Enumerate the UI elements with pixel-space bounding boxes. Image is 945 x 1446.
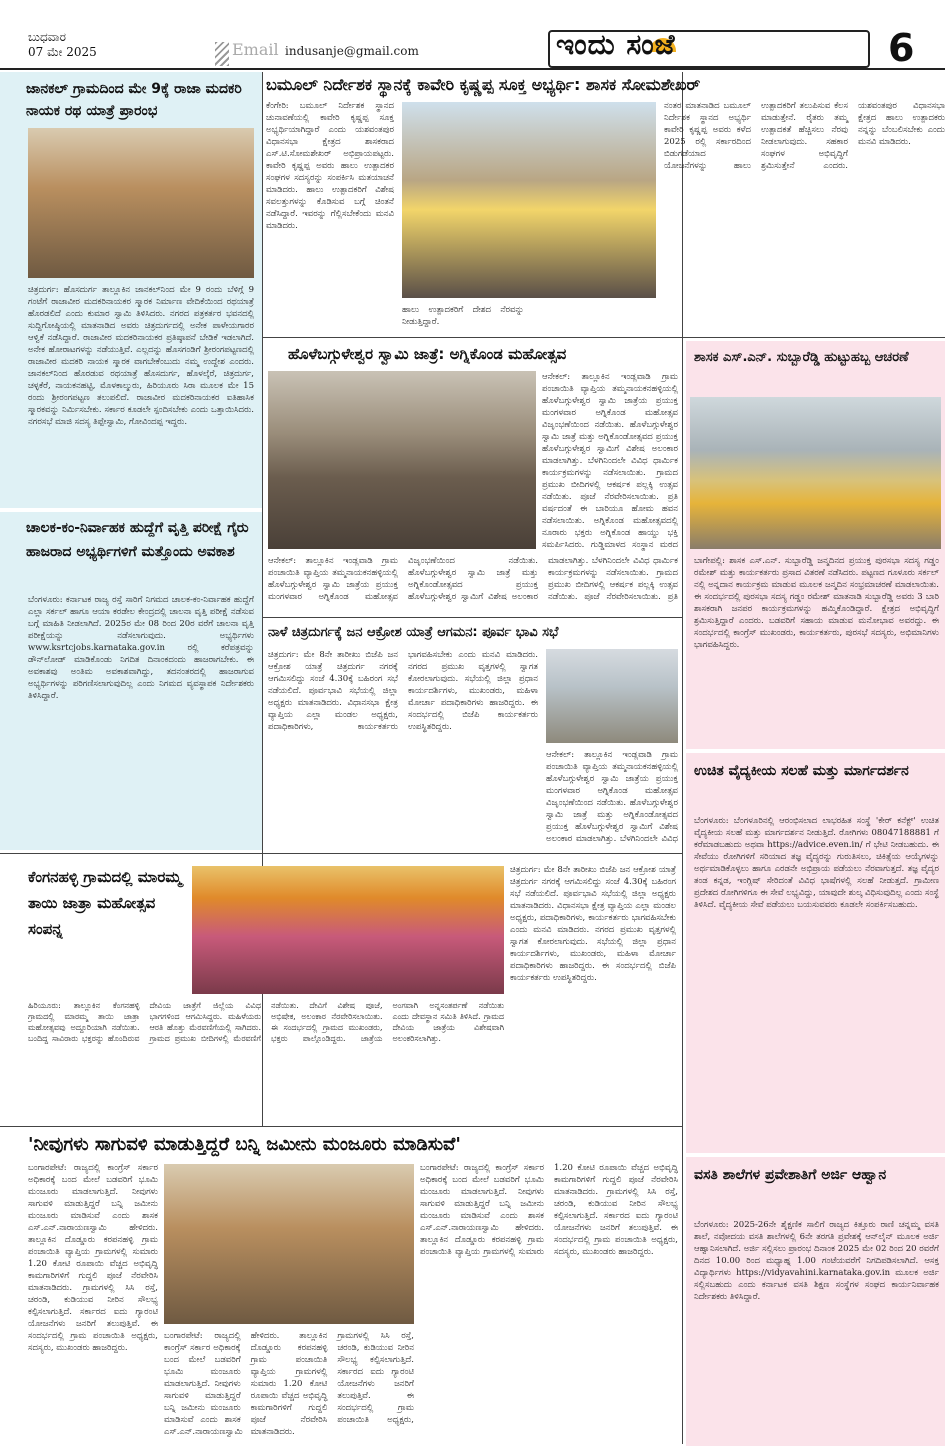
story-photo <box>690 397 941 549</box>
story-body: ಬೆಂಗಳೂರು: ಬೆಂಗಳೂರಿನಲ್ಲಿ ಆರಂಭಿಸಲಾದ ಲಾಭರಹಿತ ಸಂಸ್ಥೆ 'ಕೇರ್ ಕನೆಕ್ಟ್' ಉಚಿತ ವೈದ್ಯಕೀಯ ಸಲಹೆ ಮತ್ತು ಮಾರ್ಗದರ್ಶನ ನೀಡುತ್ತಿದೆ. ರೋಗಿಗಳು 08047188881 ಗೆ ಕರೆಮಾಡಬಹುದು ಅಥವಾ https://advice.even.in/ ಗೆ ಭೇಟಿ ನೀಡಬಹುದು. ಈ ಸೇವೆಯು ರೋಗಿಗಳಿಗೆ ಸರಿಯಾದ ತಜ್ಞ ವೈದ್ಯರನ್ನು ಗುರುತಿಸಲು, ಚಿಕಿತ್ಸೆಯ ಆಯ್ಕೆಗಳನ್ನು ಅರ್ಥಮಾಡಿಕೊಳ್ಳಲು ಹಾಗೂ ಎರಡನೇ ಅಭಿಪ್ರಾಯ ಪಡೆಯಲು ನೆರವಾಗುತ್ತದೆ. ತಜ್ಞ ವೈದ್ಯರ ತಂಡ ಕನ್ನಡ, ಇಂಗ್ಲಿಷ್ ಸೇರಿದಂತೆ ವಿವಿಧ ಭಾಷೆಗಳಲ್ಲಿ ಸಲಹೆ ನೀಡುತ್ತದೆ. ಗ್ರಾಮೀಣ ಪ್ರದೇಶದ ರೋಗಿಗಳಿಗೂ ಈ ಸೇವೆ ಲಭ್ಯವಿದ್ದು, ಯಾವುದೇ ಶುಲ್ಕ ವಿಧಿಸುವುದಿಲ್ಲ ಎಂದು ಸಂಸ್ಥೆ ತಿಳಿಸಿದೆ. ವೈದ್ಯಕೀಯ ಸೇವೆ ಪಡೆಯಲು ಬಯಸುವವರು ಕೂಡಲೇ ಸಂಪರ್ಕಿಸಬಹುದು. <box>694 816 939 910</box>
story-body: ಚಿತ್ರದುರ್ಗ: ಹೊಸದುರ್ಗ ತಾಲ್ಲೂಕಿನ ಜಾನಕಲ್‌ನಿಂದ ಮೇ 9 ರಂದು ಬೆಳಿಗ್ಗೆ 9 ಗಂಟೆಗೆ ರಾಜಾವೀರ ಮದಕರಿನಾಯಕರ ಸ್ಮಾರಕ ನಿರ್ಮಾಣ ವೇದಿಕೆಯಿಂದ ರಥಯಾತ್ರೆ ಹೊರಡಲಿದೆ ಎಂದು ಕುಮಾರ ಸ್ವಾಮಿ ತಿಳಿಸಿದರು. ನಗರದ ಪತ್ರಕರ್ತರ ಭವನದಲ್ಲಿ ಸುದ್ದಿಗೋಷ್ಠಿಯಲ್ಲಿ ಮಾತನಾಡಿದ ಅವರು ಚಿತ್ರದುರ್ಗದಲ್ಲಿ ಅನೇಕ ಪಾಳೇಯಗಾರರ ಆಳ್ವಿಕೆ ನಡೆಸಿದ್ದಾರೆ. ರಾಜಾವೀರ ಮದಕರಿನಾಯಕರ ಪ್ರತಿಷ್ಠಾಪನೆ ಬೇಡಿಕೆ ಇಡಲಾಗಿದೆ. ಅನೇಕ ಹೋರಾಟಗಳನ್ನು ನಡೆಯುತ್ತಿವೆ. ಎಲ್ಲದನ್ನು ಹೊಸಗಂಡಿಗೆ ಶ್ರೀರಂಗಪಟ್ಟಣದಲ್ಲಿ ರಾಜಾವೀರ ಮದಕರಿ ನಾಯಕ ಸ್ಮಾರಕ ವಾಗಬೇಕೆಂಬುದು ನಮ್ಮ ಉದ್ದೇಶ ಎಂದರು. ಜಾನಕಲ್‌ನಿಂದ ಹೊರಡುವ ರಥಯಾತ್ರೆ ಹೊಸದುರ್ಗ, ಹೊಳಲ್ಕೆರೆ, ಚಿತ್ರದುರ್ಗ, ಚಳ್ಳಕೆರೆ, ನಾಯಕನಹಟ್ಟಿ, ಮೊಳಕಾಲ್ಮುರು, ಹಿರಿಯೂರು ಸಿರಾ ಮೂಲಕ ಮೇ 15 ರಂದು ಶ್ರೀರಂಗಪಟ್ಟಣ ತಲುಪಲಿದೆ. ರಾಜಾವೀರ ಮದಕರಿನಾಯಕರ ಐತಿಹಾಸಿಕ ಸ್ಮಾರಕವನ್ನು ನಿರ್ಮಿಸಬೇಕು. ಸರ್ಕಾರ ಕೂಡಲೇ ಸ್ಪಂದಿಸಬೇಕು ಎಂದು ಒತ್ತಾಯಿಸಿದರು. ನಗರಸಭೆ ಮಾಜಿ ಸದಸ್ಯ ತಿಪ್ಪೇಸ್ವಾಮಿ, ಗೋವಿಂದಪ್ಪ ಇದ್ದರು. <box>28 285 254 427</box>
story-headline: ವಸತಿ ಶಾಲೆಗಳ ಪ್ರವೇಶಾತಿಗೆ ಅರ್ಜಿ ಆಹ್ವಾನ <box>694 1167 887 1183</box>
story-headline: ನಾಳೆ ಚಿತ್ರದುರ್ಗಕ್ಕೆ ಜನ ಆಕ್ರೋಶ ಯಾತ್ರೆ ಆಗಮನ: ಪೂರ್ವ ಭಾವಿ ಸಭೆ <box>268 625 559 640</box>
story-body: ಬೆಂಗಳೂರು: 2025-26ನೇ ಶೈಕ್ಷಣಿಕ ಸಾಲಿಗೆ ರಾಜ್ಯದ ಕಿತ್ತೂರು ರಾಣಿ ಚನ್ನಮ್ಮ ವಸತಿ ಶಾಲೆ, ನವೋದಯ ವಸತಿ ಶಾಲೆಗಳಲ್ಲಿ 6ನೇ ತರಗತಿ ಪ್ರವೇಶಕ್ಕೆ ಆನ್‌ಲೈನ್ ಮೂಲಕ ಅರ್ಜಿ ಆಹ್ವಾನಿಸಲಾಗಿದೆ. ಅರ್ಜಿ ಸಲ್ಲಿಸಲು ಪ್ರಾರಂಭ ದಿನಾಂಕ 2025 ಮೇ 02 ರಿಂದ 20 ರವರೆಗೆ ದಿನದ 10.00 ರಿಂದ ಮಧ್ಯಾಹ್ನ 1.00 ಗಂಟೆಯವರೆಗೆ ನಿಗದಿಪಡಿಸಲಾಗಿದೆ. ಆಸಕ್ತ ವಿದ್ಯಾರ್ಥಿಗಳು https://vidyavahini.karnataka.gov.in ಮೂಲಕ ಅರ್ಜಿ ಸಲ್ಲಿಸಬಹುದು ಎಂದು ಕರ್ನಾಟಕ ವಸತಿ ಶಿಕ್ಷಣ ಸಂಸ್ಥೆಗಳ ಸಂಘದ ಕಾರ್ಯನಿರ್ವಾಹಕ ನಿರ್ದೇಶಕರು ತಿಳಿಸಿದ್ದಾರೆ. <box>694 1220 939 1302</box>
story-maramma-jatra <box>0 858 682 1124</box>
story-body-continued: ಆನೇಕಲ್: ತಾಲ್ಲೂಕಿನ ಇಂಡ್ಲವಾಡಿ ಗ್ರಾಮ ಪಂಚಾಯಿತಿ ವ್ಯಾಪ್ತಿಯ ತಮ್ಮನಾಯಕನಹಳ್ಳಿಯಲ್ಲಿ ಹೊಳೆಬಗ್ಗುಳೇಶ್ವರ ಸ್ವಾಮಿ ಜಾತ್ರೆಯ ಪ್ರಯುಕ್ತ ಮಂಗಳವಾರ ಅಗ್ನಿಕೊಂಡ ಮಹೋತ್ಸವ ವಿಜೃಂಭಣೆಯಿಂದ ನಡೆಯಿತು. ಹೊಳೆಬಗ್ಗುಳೇಶ್ವರ ಸ್ವಾಮಿ ಜಾತ್ರೆ ಮತ್ತು ಅಗ್ನಿಕೊಂಡೋತ್ಸವದ ಪ್ರಯುಕ್ತ ಹೊಳೆಬಗ್ಗುಳೇಶ್ವರ ಸ್ವಾಮಿಗೆ ವಿಶೇಷ ಅಲಂಕಾರ ಮಾಡಲಾಗಿತ್ತು. ಬೆಳಗಿನಿಂದಲೇ ವಿವಿಧ <box>546 750 678 844</box>
story-headline: ಶಾಸಕ ಎಸ್.ಎನ್. ಸುಬ್ಬಾರೆಡ್ಡಿ ಹುಟ್ಟುಹಬ್ಬ ಆಚರಣೆ <box>694 350 909 365</box>
story-agnikonda <box>266 341 680 615</box>
story-body-continued: ಚಿತ್ರದುರ್ಗ: ಮೇ 8ನೇ ತಾರೀಖು ಬಿಜೆಪಿ ಜನ ಆಕ್ರೋಶ ಯಾತ್ರೆ ಚಿತ್ರದುರ್ಗ ನಗರಕ್ಕೆ ಆಗಮಿಸಲಿದ್ದು ಸಂಜೆ 4.30ಕ್ಕೆ ಬಹಿರಂಗ ಸಭೆ ನಡೆಯಲಿದೆ. ಪೂರ್ವಭಾವಿ ಸಭೆಯಲ್ಲಿ ಜಿಲ್ಲಾ ಅಧ್ಯಕ್ಷರು ಮಾತನಾಡಿದರು. ವಿಧಾನಸಭಾ ಕ್ಷೇತ್ರ ವ್ಯಾಪ್ತಿಯ ಎಲ್ಲಾ ಮಂಡಲ ಅಧ್ಯಕ್ಷರು, ಪದಾಧಿಕಾರಿಗಳು, ಕಾರ್ಯಕರ್ತರು ಭಾಗವಹಿಸಬೇಕು ಎಂದು ಮನವಿ ಮಾಡಿದರು. ನಗರದ ಪ್ರಮುಖ ವೃತ್ತಗಳಲ್ಲಿ ಸ್ವಾಗತ ಕೋರಲಾಗುವುದು. ಸಭೆಯಲ್ಲಿ ಜಿಲ್ಲಾ ಪ್ರಧಾನ ಕಾರ್ಯದರ್ಶಿಗಳು, ಮುಖಂಡರು, ಮಹಿಳಾ ಮೋರ್ಚಾ ಪದಾಧಿಕಾರಿಗಳು ಹಾಜರಿದ್ದರು. ಈ ಸಂದರ್ಭದಲ್ಲಿ ಬಿಜೆಪಿ ಕಾರ್ಯಕರ್ತರು ಉಪಸ್ಥಿತರಿದ್ದರು. <box>510 865 676 983</box>
story-body: ಬಾಗೇಪಲ್ಲಿ: ಶಾಸಕ ಎಸ್.ಎನ್. ಸುಬ್ಬಾರೆಡ್ಡಿ ಜನ್ಮದಿನದ ಪ್ರಯುಕ್ತ ಪುರಸಭಾ ಸದಸ್ಯ ಗಡ್ಡಂ ರಮೇಶ್ ಮತ್ತು ಕಾರ್ಯಕರ್ತರು ಪ್ರಸಾದ ವಿತರಣೆ ನಡೆಸಿದರು. ಪಟ್ಟಣದ ಗೂಳೂರು ಸರ್ಕಲ್ ನಲ್ಲಿ ಅನ್ನದಾನ ಕಾರ್ಯಕ್ರಮ ಮಾಡುವ ಮೂಲಕ ಜನ್ಮದಿನ ಸಂಭ್ರಮಾಚರಣೆ ಮಾಡಲಾಯಿತು. ಈ ಸಂದರ್ಭದಲ್ಲಿ ಪುರಸಭಾ ಸದಸ್ಯ ಗಡ್ಡಂ ರಮೇಶ್ ಮಾತನಾಡಿ ಸುಬ್ಬಾರೆಡ್ಡಿ ಅವರು 3 ಬಾರಿ ಶಾಸಕರಾಗಿ ಜನಪರ ಕಾರ್ಯಕ್ರಮಗಳನ್ನು ಹಮ್ಮಿಕೊಂಡಿದ್ದಾರೆ. ಕ್ಷೇತ್ರದ ಅಭಿವೃದ್ಧಿಗೆ ಶ್ರಮಿಸುತ್ತಿದ್ದಾರೆ ಎಂದರು. ಬಡವರಿಗೆ ಸಹಾಯ ಮಾಡುವ ಮನೋಭಾವ ಅವರದ್ದು. ಈ ಸಂದರ್ಭದಲ್ಲಿ ಕಾಂಗ್ರೆಸ್ ಮುಖಂಡರು, ಕಾರ್ಯಕರ್ತರು, ಪುರಸಭೆ ಸದಸ್ಯರು, ಅಭಿಮಾನಿಗಳು ಭಾಗವಹಿಸಿದ್ದರು. <box>694 556 939 650</box>
story-body-continued-2: ಬಂಗಾರಪೇಟೆ: ರಾಜ್ಯದಲ್ಲಿ ಕಾಂಗ್ರೆಸ್ ಸರ್ಕಾರ ಅಧಿಕಾರಕ್ಕೆ ಬಂದ ಮೇಲೆ ಬಡವರಿಗೆ ಭೂಮಿ ಮಂಜೂರು ಮಾಡಲಾಗುತ್ತಿದೆ. ನೀವುಗಳು ಸಾಗುವಳಿ ಮಾಡುತ್ತಿದ್ದರೆ ಬನ್ನಿ ಜಮೀನು ಮಂಜೂರು ಮಾಡಿಸುವೆ ಎಂದು ಶಾಸಕ ಎಸ್.ಎನ್.ನಾರಾಯಣಸ್ವಾಮಿ ಹೇಳಿದರು. ತಾಲ್ಲೂಕಿನ ದೊಡ್ಡೂರು ಕರಪನಹಳ್ಳಿ ಗ್ರಾಮ ಪಂಚಾಯಿತಿ ವ್ಯಾಪ್ತಿಯ ಗ್ರಾಮಗಳಲ್ಲಿ ಸುಮಾರು 1.20 ಕೋಟಿ ರೂಪಾಯಿ ವೆಚ್ಚದ ಅಭಿವೃದ್ಧಿ ಕಾಮಗಾರಿಗಳಿಗೆ ಗುದ್ದಲಿ ಪೂಜೆ ನೆರವೇರಿಸಿ ಮಾತನಾಡಿದರು. ಗ್ರಾಮಗಳಲ್ಲಿ ಸಿಸಿ ರಸ್ತೆ, ಚರಂಡಿ, ಕುಡಿಯುವ ನೀರಿನ ಸೌಲಭ್ಯ ಕಲ್ಪಿಸಲಾಗುತ್ತಿದೆ. ಸರ್ಕಾರದ ಐದು ಗ್ಯಾರಂಟಿ ಯೋಜನೆಗಳು ಜನರಿಗೆ ತಲುಪುತ್ತಿವೆ. ಈ ಸಂದರ್ಭದಲ್ಲಿ ಗ್ರಾಮ ಪಂಚಾಯಿತಿ ಅಧ್ಯಕ್ಷರು, ಸದಸ್ಯರು, ಮುಖಂಡರು ಹಾಜರಿದ್ದರು. <box>420 1163 678 1257</box>
story-body: ಚಿತ್ರದುರ್ಗ: ಮೇ 8ನೇ ತಾರೀಖು ಬಿಜೆಪಿ ಜನ ಆಕ್ರೋಶ ಯಾತ್ರೆ ಚಿತ್ರದುರ್ಗ ನಗರಕ್ಕೆ ಆಗಮಿಸಲಿದ್ದು ಸಂಜೆ 4.30ಕ್ಕೆ ಬಹಿರಂಗ ಸಭೆ ನಡೆಯಲಿದೆ. ಪೂರ್ವಭಾವಿ ಸಭೆಯಲ್ಲಿ ಜಿಲ್ಲಾ ಅಧ್ಯಕ್ಷರು ಮಾತನಾಡಿದರು. ವಿಧಾನಸಭಾ ಕ್ಷೇತ್ರ ವ್ಯಾಪ್ತಿಯ ಎಲ್ಲಾ ಮಂಡಲ ಅಧ್ಯಕ್ಷರು, ಪದಾಧಿಕಾರಿಗಳು, ಕಾರ್ಯಕರ್ತರು ಭಾಗವಹಿಸಬೇಕು ಎಂದು ಮನವಿ ಮಾಡಿದರು. ನಗರದ ಪ್ರಮುಖ ವೃತ್ತಗಳಲ್ಲಿ ಸ್ವಾಗತ ಕೋರಲಾಗುವುದು. ಸಭೆಯಲ್ಲಿ ಜಿಲ್ಲಾ ಪ್ರಧಾನ ಕಾರ್ಯದರ್ಶಿಗಳು, ಮುಖಂಡರು, ಮಹಿಳಾ ಮೋರ್ಚಾ ಪದಾಧಿಕಾರಿಗಳು ಹಾಜರಿದ್ದರು. ಈ ಸಂದರ್ಭದಲ್ಲಿ ಬಿಜೆಪಿ ಕಾರ್ಯಕರ್ತರು ಉಪಸ್ಥಿತರಿದ್ದರು. <box>268 650 538 732</box>
issue-date-text: 07 ಮೇ 2025 <box>28 45 97 59</box>
story-headline: ಉಚಿತ ವೈದ್ಯಕೀಯ ಸಲಹೆ ಮತ್ತು ಮಾರ್ಗದರ್ಶನ <box>694 763 909 779</box>
email-label: Email <box>232 40 279 59</box>
story-body: ಆನೇಕಲ್: ತಾಲ್ಲೂಕಿನ ಇಂಡ್ಲವಾಡಿ ಗ್ರಾಮ ಪಂಚಾಯಿತಿ ವ್ಯಾಪ್ತಿಯ ತಮ್ಮನಾಯಕನಹಳ್ಳಿಯಲ್ಲಿ ಹೊಳೆಬಗ್ಗುಳೇಶ್ವರ ಸ್ವಾಮಿ ಜಾತ್ರೆಯ ಪ್ರಯುಕ್ತ ಮಂಗಳವಾರ ಅಗ್ನಿಕೊಂಡ ಮಹೋತ್ಸವ ವಿಜೃಂಭಣೆಯಿಂದ ನಡೆಯಿತು. ಹೊಳೆಬಗ್ಗುಳೇಶ್ವರ ಸ್ವಾಮಿ ಜಾತ್ರೆ ಮತ್ತು ಅಗ್ನಿಕೊಂಡೋತ್ಸವದ ಪ್ರಯುಕ್ತ ಹೊಳೆಬಗ್ಗುಳೇಶ್ವರ ಸ್ವಾಮಿಗೆ ವಿಶೇಷ ಅಲಂಕಾರ ಮಾಡಲಾಗಿತ್ತು. ಬೆಳಗಿನಿಂದಲೇ ವಿವಿಧ ಧಾರ್ಮಿಕ ಕಾರ್ಯಕ್ರಮಗಳನ್ನು ನಡೆಸಲಾಯಿತು. ಗ್ರಾಮದ ಪ್ರಮುಖ ಬೀದಿಗಳಲ್ಲಿ ಆಕರ್ಷಕ ಪಲ್ಲಕ್ಕಿ ಉತ್ಸವ ನಡೆಯಿತು. ಪೂಜೆ ನೆರವೇರಿಸಲಾಯಿತು. ಪ್ರತಿ ವರ್ಷದಂತೆ ಈ ಬಾರಿಯೂ ಹೋಮ ಹವನ ನಡೆಸಲಾಯಿತು. ಅಗ್ನಿಕೊಂಡ ಮಹೋತ್ಸವದಲ್ಲಿ ನೂರಾರು ಭಕ್ತರು ಅಗ್ನಿಕೊಂಡ ಹಾಯ್ದು ಭಕ್ತಿ ಸಮರ್ಪಿಸಿದರು. ಗುಡ್ಡಿಮಾಳದ ಸಂಸ್ಥಾನ ಮಠದ <box>542 372 678 550</box>
story-jana-akrosha <box>266 621 680 851</box>
story-body: ಬೆಂಗಳೂರು: ಕರ್ನಾಟಕ ರಾಜ್ಯ ರಸ್ತೆ ಸಾರಿಗೆ ನಿಗಮದ ಚಾಲಕ-ಕಂ-ನಿರ್ವಾಹಕ ಹುದ್ದೆಗೆ ಎಲ್ಲಾ ಸರ್ಕಲ್ ಹಾಗೂ ಆಯಾ ಕರಡೇಲ ಕೇಂದ್ರದಲ್ಲಿ ಚಾಲನಾ ವೃತ್ತಿ ಪರೀಕ್ಷೆ ನಡೆಸುವ ಬಗ್ಗೆ ಮಾಹಿತಿ ನೀಡಲಾಗಿದೆ. 2025ರ ಮೇ 08 ರಿಂದ 20ರ ವರೆಗೆ ಚಾಲನಾ ವೃತ್ತಿ ಪರೀಕ್ಷೆಯನ್ನು ನಡೆಸಲಾಗುವುದು. ಅಭ್ಯರ್ಥಿಗಳು www.ksrtcjobs.karnataka.gov.in ರಲ್ಲಿ ಕರೆಪತ್ರವನ್ನು ಡೌನ್‌ಲೋಡ್ ಮಾಡಿಕೊಂಡು ನಿಗದಿತ ದಿನಾಂಕದಂದು ಹಾಜರಾಗಬೇಕು. ಈ ಅವಕಾಶವು ಅಂತಿಮ ಅವಕಾಶವಾಗಿದ್ದು, ತದನಂತರದಲ್ಲಿ ಹಾಜರಾಗುವ ಅಭ್ಯರ್ಥಿಗಳನ್ನು ಪರಿಗಣಿಸಲಾಗುವುದಿಲ್ಲ ಎಂದು ನಿಗಮದ ವ್ಯವಸ್ಥಾಪಕ ನಿರ್ದೇಶಕರು ತಿಳಿಸಿದ್ದಾರೆ. <box>28 595 254 701</box>
lead-story <box>266 72 945 334</box>
story-photo <box>28 128 254 278</box>
page-number: 6 <box>888 26 915 70</box>
story-photo <box>546 649 678 743</box>
lead-body: ಕೆಂಗೇರಿ: ಬಮೂಲ್ ನಿರ್ದೇಶಕ ಸ್ಥಾನದ ಚುನಾವಣೆಯಲ್ಲಿ ಕಾವೇರಿ ಕೃಷ್ಣಪ್ಪ ಸೂಕ್ತ ಅಭ್ಯರ್ಥಿಯಾಗಿದ್ದಾರೆ ಎಂದು ಯಶವಂತಪುರ ವಿಧಾನಸಭಾ ಕ್ಷೇತ್ರದ ಶಾಸಕರಾದ ಎಸ್.ಟಿ.ಸೋಮಶೇಖರ್ ಅಭಿಪ್ರಾಯಪಟ್ಟರು. ಕಾವೇರಿ ಕೃಷ್ಣಪ್ಪ ಅವರು ಹಾಲು ಉತ್ಪಾದಕರ ಸಂಘಗಳ ಸದಸ್ಯರನ್ನು ಸಂಪರ್ಕಿಸಿ ಮತಯಾಚನೆ ಮಾಡಿದರು. ಹಾಲು ಉತ್ಪಾದಕರಿಗೆ ವಿಶೇಷ ಸವಲತ್ತುಗಳನ್ನು ಕೊಡಿಸುವ ಬಗ್ಗೆ ಚಿಂತನೆ ನಡೆಸಿದ್ದಾರೆ. ಇವರನ್ನು ಗೆಲ್ಲಿಸಬೇಕೆಂದು ಮನವಿ ಮಾಡಿದರು. <box>266 101 394 231</box>
story-photo <box>268 371 536 549</box>
section-divider <box>0 1126 682 1127</box>
lead-photo <box>402 102 656 298</box>
story-body-continued: ಆನೇಕಲ್: ತಾಲ್ಲೂಕಿನ ಇಂಡ್ಲವಾಡಿ ಗ್ರಾಮ ಪಂಚಾಯಿತಿ ವ್ಯಾಪ್ತಿಯ ತಮ್ಮನಾಯಕನಹಳ್ಳಿಯಲ್ಲಿ ಹೊಳೆಬಗ್ಗುಳೇಶ್ವರ ಸ್ವಾಮಿ ಜಾತ್ರೆಯ ಪ್ರಯುಕ್ತ ಮಂಗಳವಾರ ಅಗ್ನಿಕೊಂಡ ಮಹೋತ್ಸವ ವಿಜೃಂಭಣೆಯಿಂದ ನಡೆಯಿತು. ಹೊಳೆಬಗ್ಗುಳೇಶ್ವರ ಸ್ವಾಮಿ ಜಾತ್ರೆ ಮತ್ತು ಅಗ್ನಿಕೊಂಡೋತ್ಸವದ ಪ್ರಯುಕ್ತ ಹೊಳೆಬಗ್ಗುಳೇಶ್ವರ ಸ್ವಾಮಿಗೆ ವಿಶೇಷ ಅಲಂಕಾರ ಮಾಡಲಾಗಿತ್ತು. ಬೆಳಗಿನಿಂದಲೇ ವಿವಿಧ ಧಾರ್ಮಿಕ ಕಾರ್ಯಕ್ರಮಗಳನ್ನು ನಡೆಸಲಾಯಿತು. ಗ್ರಾಮದ ಪ್ರಮುಖ ಬೀದಿಗಳಲ್ಲಿ ಆಕರ್ಷಕ ಪಲ್ಲಕ್ಕಿ ಉತ್ಸವ ನಡೆಯಿತು. ಪೂಜೆ ನೆರವೇರಿಸಲಾಯಿತು. ಪ್ರತಿ <box>268 556 678 602</box>
masthead <box>0 0 945 70</box>
issue-date <box>28 30 97 60</box>
lead-headline: ಬಮೂಲ್ ನಿರ್ದೇಶಕ ಸ್ಥಾನಕ್ಕೆ ಕಾವೇರಿ ಕೃಷ್ಣಪ್ಪ ಸೂಕ್ತ ಅಭ್ಯರ್ಥಿ: ಶಾಸಕ ಸೋಮಶೇಖರ್ <box>266 75 701 94</box>
story-hostel <box>686 1157 945 1446</box>
story-driver-exam <box>0 512 262 850</box>
story-body: ಹಿರಿಯೂರು: ತಾಲ್ಲೂಕಿನ ಕೆಂಗನಹಳ್ಳಿ ಗ್ರಾಮದಲ್ಲಿ ಮಾರಮ್ಮ ತಾಯಿ ಜಾತ್ರಾ ಮಹೋತ್ಸವವು ಅದ್ದೂರಿಯಾಗಿ ನಡೆಯಿತು. ಬಂದಿದ್ದ ಸಾವಿರಾರು ಭಕ್ತರನ್ನು ಹೊಂದಿರುವ ದೇವಿಯ ಜಾತ್ರೆಗೆ ಜಿಲ್ಲೆಯ ವಿವಿಧ ಭಾಗಗಳಿಂದ ಆಗಮಿಸಿದ್ದರು. ಮಹಿಳೆಯರು ಆರತಿ ಹೊತ್ತು ಮೆರವಣಿಗೆಯಲ್ಲಿ ಸಾಗಿದರು. ಗ್ರಾಮದ ಪ್ರಮುಖ ಬೀದಿಗಳಲ್ಲಿ ಮೆರವಣಿಗೆ ನಡೆಯಿತು. ದೇವಿಗೆ ವಿಶೇಷ ಪೂಜೆ, ಅಭಿಷೇಕ, ಅಲಂಕಾರ ನೆರವೇರಿಸಲಾಯಿತು. ಈ ಸಂದರ್ಭದಲ್ಲಿ ಗ್ರಾಮದ ಮುಖಂಡರು, ಭಕ್ತರು ಪಾಲ್ಗೊಂಡಿದ್ದರು. ಜಾತ್ರೆಯ ಅಂಗವಾಗಿ ಅನ್ನಸಂತರ್ಪಣೆ ನಡೆಯಿತು ಎಂದು ದೇವಸ್ಥಾನ ಸಮಿತಿ ತಿಳಿಸಿದೆ. ಗ್ರಾಮದ ದೇವಿಯ ಜಾತ್ರೆಯ ವಿಶೇಷವಾಗಿ ಅಲಂಕರಿಸಲಾಗಿತ್ತು. <box>28 1001 504 1043</box>
story-body-continued: ಬಂಗಾರಪೇಟೆ: ರಾಜ್ಯದಲ್ಲಿ ಕಾಂಗ್ರೆಸ್ ಸರ್ಕಾರ ಅಧಿಕಾರಕ್ಕೆ ಬಂದ ಮೇಲೆ ಬಡವರಿಗೆ ಭೂಮಿ ಮಂಜೂರು ಮಾಡಲಾಗುತ್ತಿದೆ. ನೀವುಗಳು ಸಾಗುವಳಿ ಮಾಡುತ್ತಿದ್ದರೆ ಬನ್ನಿ ಜಮೀನು ಮಂಜೂರು ಮಾಡಿಸುವೆ ಎಂದು ಶಾಸಕ ಎಸ್.ಎನ್.ನಾರಾಯಣಸ್ವಾಮಿ ಹೇಳಿದರು. ತಾಲ್ಲೂಕಿನ ದೊಡ್ಡೂರು ಕರಪನಹಳ್ಳಿ ಗ್ರಾಮ ಪಂಚಾಯಿತಿ ವ್ಯಾಪ್ತಿಯ ಗ್ರಾಮಗಳಲ್ಲಿ ಸುಮಾರು 1.20 ಕೋಟಿ ರೂಪಾಯಿ ವೆಚ್ಚದ ಅಭಿವೃದ್ಧಿ ಕಾಮಗಾರಿಗಳಿಗೆ ಗುದ್ದಲಿ ಪೂಜೆ ನೆರವೇರಿಸಿ ಮಾತನಾಡಿದರು. ಗ್ರಾಮಗಳಲ್ಲಿ ಸಿಸಿ ರಸ್ತೆ, ಚರಂಡಿ, ಕುಡಿಯುವ ನೀರಿನ ಸೌಲಭ್ಯ ಕಲ್ಪಿಸಲಾಗುತ್ತಿದೆ. ಸರ್ಕಾರದ ಐದು ಗ್ಯಾರಂಟಿ ಯೋಜನೆಗಳು ಜನರಿಗೆ ತಲುಪುತ್ತಿವೆ. ಈ ಸಂದರ್ಭದಲ್ಲಿ ಗ್ರಾಮ ಪಂಚಾಯಿತಿ ಅಧ್ಯಕ್ಷರು, <box>164 1331 414 1437</box>
newspaper-logo: ಇಂದು ಸಂಜೆ <box>556 28 676 61</box>
story-land-grant <box>0 1130 682 1446</box>
story-headline: ಹೊಳೆಬಗ್ಗುಳೇಶ್ವರ ಸ್ವಾಮಿ ಜಾತ್ರೆ: ಅಗ್ನಿಕೊಂಡ ಮಹೋತ್ಸವ <box>288 345 567 363</box>
story-medical <box>686 753 945 1153</box>
issue-day: ಬುಧವಾರ <box>28 30 66 44</box>
story-rathayatra <box>0 72 262 508</box>
story-birthday <box>686 341 945 749</box>
lead-body-continued: ನಂತರ ಮಾತನಾಡಿದ ಬಮೂಲ್ ನಿರ್ದೇಶಕ ಸ್ಥಾನದ ಅಭ್ಯರ್ಥಿ ಕಾವೇರಿ ಕೃಷ್ಣಪ್ಪ ಅವರು ಕಳೆದ 2025 ರಲ್ಲಿ ಸರ್ಕಾರದಿಂದ ಬಿಡುಗಡೆಯಾದ ಯೋಜನೆಗಳನ್ನು ಹಾಲು ಉತ್ಪಾದಕರಿಗೆ ತಲುಪಿಸುವ ಕೆಲಸ ಮಾಡುತ್ತೇನೆ. ರೈತರು ತಮ್ಮ ಉತ್ಪಾದಕತೆ ಹೆಚ್ಚಿಸಲು ನೆರವು ನೀಡಲಾಗುವುದು. ಸಹಕಾರ ಸಂಘಗಳ ಅಭಿವೃದ್ಧಿಗೆ ಶ್ರಮಿಸುತ್ತೇನೆ ಎಂದರು. ಯಶವಂತಪುರ ವಿಧಾನಸಭಾ ಕ್ಷೇತ್ರದ ಹಾಲು ಉತ್ಪಾದಕರು ನನ್ನನ್ನು ಬೆಂಬಲಿಸಬೇಕು ಎಂದು ಮನವಿ ಮಾಡಿದರು. <box>664 101 945 171</box>
email-address[interactable]: indusanje@gmail.com <box>285 44 419 58</box>
story-headline: 'ನೀವುಗಳು ಸಾಗುವಳಿ ಮಾಡುತ್ತಿದ್ದರೆ ಬನ್ನಿ ಜಮೀನು ಮಂಜೂರು ಮಾಡಿಸುವೆ' <box>28 1134 461 1155</box>
section-divider <box>262 337 945 338</box>
story-headline: ಜಾನಕಲ್ ಗ್ರಾಮದಿಂದ ಮೇ 9ಕ್ಕೆ ರಾಜಾ ಮದಕರಿ ನಾಯಕ ರಥ ಯಾತ್ರೆ ಪ್ರಾರಂಭ <box>26 81 242 119</box>
story-photo <box>164 1164 414 1324</box>
section-divider <box>262 617 682 618</box>
section-divider <box>0 853 682 854</box>
lead-photo-caption: ಹಾಲು ಉತ್ಪಾದಕರಿಗೆ ದೇಶದ ನೆರವನ್ನು ನೀಡುತ್ತಿದ್ದಾರೆ. <box>402 305 524 327</box>
story-photo <box>192 866 504 994</box>
stripe-ornament <box>215 42 229 66</box>
story-body: ಬಂಗಾರಪೇಟೆ: ರಾಜ್ಯದಲ್ಲಿ ಕಾಂಗ್ರೆಸ್ ಸರ್ಕಾರ ಅಧಿಕಾರಕ್ಕೆ ಬಂದ ಮೇಲೆ ಬಡವರಿಗೆ ಭೂಮಿ ಮಂಜೂರು ಮಾಡಲಾಗುತ್ತಿದೆ. ನೀವುಗಳು ಸಾಗುವಳಿ ಮಾಡುತ್ತಿದ್ದರೆ ಬನ್ನಿ ಜಮೀನು ಮಂಜೂರು ಮಾಡಿಸುವೆ ಎಂದು ಶಾಸಕ ಎಸ್.ಎನ್.ನಾರಾಯಣಸ್ವಾಮಿ ಹೇಳಿದರು. ತಾಲ್ಲೂಕಿನ ದೊಡ್ಡೂರು ಕರಪನಹಳ್ಳಿ ಗ್ರಾಮ ಪಂಚಾಯಿತಿ ವ್ಯಾಪ್ತಿಯ ಗ್ರಾಮಗಳಲ್ಲಿ ಸುಮಾರು 1.20 ಕೋಟಿ ರೂಪಾಯಿ ವೆಚ್ಚದ ಅಭಿವೃದ್ಧಿ ಕಾಮಗಾರಿಗಳಿಗೆ ಗುದ್ದಲಿ ಪೂಜೆ ನೆರವೇರಿಸಿ ಮಾತನಾಡಿದರು. ಗ್ರಾಮಗಳಲ್ಲಿ ಸಿಸಿ ರಸ್ತೆ, ಚರಂಡಿ, ಕುಡಿಯುವ ನೀರಿನ ಸೌಲಭ್ಯ ಕಲ್ಪಿಸಲಾಗುತ್ತಿದೆ. ಸರ್ಕಾರದ ಐದು ಗ್ಯಾರಂಟಿ ಯೋಜನೆಗಳು ಜನರಿಗೆ ತಲುಪುತ್ತಿವೆ. ಈ ಸಂದರ್ಭದಲ್ಲಿ ಗ್ರಾಮ ಪಂಚಾಯಿತಿ ಅಧ್ಯಕ್ಷರು, ಸದಸ್ಯರು, ಮುಖಂಡರು ಹಾಜರಿದ್ದರು. <box>28 1163 158 1353</box>
story-headline: ಕೆಂಗನಹಳ್ಳಿ ಗ್ರಾಮದಲ್ಲಿ ಮಾರಮ್ಮ ತಾಯಿ ಜಾತ್ರಾ ಮಹೋತ್ಸವ ಸಂಪನ್ನ <box>28 868 182 938</box>
story-headline: ಚಾಲಕ-ಕಂ-ನಿರ್ವಾಹಕ ಹುದ್ದೆಗೆ ವೃತ್ತಿ ಪರೀಕ್ಷೆ ಗೈರು ಹಾಜರಾದ ಅಭ್ಯರ್ಥಿಗಳಿಗೆ ಮತ್ತೊಂದು ಅವಕಾಶ <box>26 520 249 560</box>
